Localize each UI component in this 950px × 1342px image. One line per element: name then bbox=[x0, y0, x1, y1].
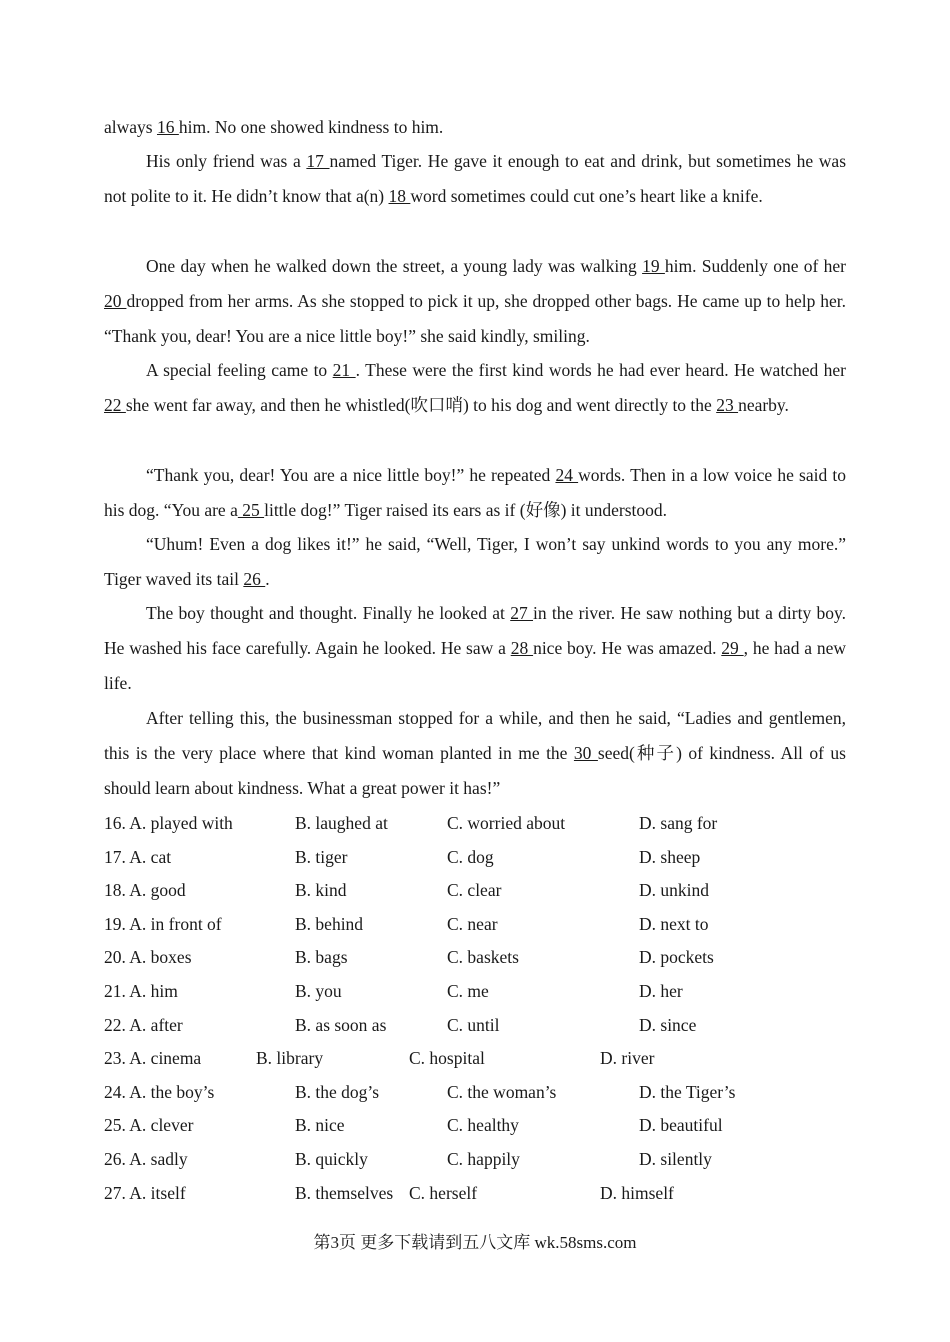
option-d: D. beautiful bbox=[639, 1115, 723, 1136]
paragraph-river-reflection: The boy thought and thought. Finally he looked at 27 in the river. He saw nothing but a dirty boy. He washed his face carefully. Again he looked. He saw a 28 nice boy. He was amazed. 29 , he had a new life. bbox=[104, 603, 847, 693]
option-c: C. me bbox=[447, 981, 489, 1001]
page-footer: 第3页 更多下载请到五八文库 wk.58sms.com bbox=[313, 1233, 637, 1252]
option-a: 25. A. clever bbox=[104, 1115, 194, 1136]
option-d: D. the Tiger’s bbox=[639, 1081, 736, 1102]
question-row bbox=[104, 942, 846, 972]
option-c: C. the woman’s bbox=[447, 1081, 557, 1102]
option-a: 20. A. boxes bbox=[104, 947, 192, 968]
option-d: D. next to bbox=[639, 913, 709, 934]
blank-30: 30 bbox=[573, 743, 598, 763]
option-b: B. kind bbox=[295, 880, 347, 901]
option-a: 26. A. sadly bbox=[104, 1149, 188, 1169]
option-c: C. worried about bbox=[447, 813, 566, 833]
option-c: C. near bbox=[447, 913, 498, 934]
question-row bbox=[104, 808, 846, 838]
blank-19: 19 bbox=[642, 256, 665, 276]
blank-28: 28 bbox=[510, 638, 534, 658]
blank-18: 18 bbox=[388, 186, 411, 206]
option-d: D. himself bbox=[600, 1182, 674, 1203]
option-d: D. unkind bbox=[639, 880, 709, 901]
option-b: B. quickly bbox=[295, 1149, 368, 1169]
option-c: C. clear bbox=[447, 880, 502, 901]
option-b: B. library bbox=[256, 1048, 324, 1069]
paragraph-continuation: always 16 him. No one showed kindness to him. bbox=[104, 117, 444, 137]
paragraph-special-feeling: A special feeling came to 21 . These were the first kind words he had ever heard. He watched her 22 she went far away, and then he whistled(吹口哨) to his dog and went directly to the 23 nearby. bbox=[104, 360, 847, 415]
blank-25: 25 bbox=[237, 500, 265, 520]
option-a: 17. A. cat bbox=[104, 846, 172, 867]
question-row bbox=[104, 1178, 846, 1208]
option-c: C. baskets bbox=[447, 947, 519, 968]
option-a: 24. A. the boy’s bbox=[104, 1081, 215, 1102]
blank-23: 23 bbox=[716, 395, 739, 415]
question-row bbox=[104, 909, 846, 939]
option-c: C. dog bbox=[447, 846, 494, 867]
option-a: 22. A. after bbox=[104, 1014, 183, 1035]
option-a: 21. A. him bbox=[104, 981, 178, 1001]
blank-27: 27 bbox=[510, 603, 534, 623]
option-d: D. river bbox=[600, 1048, 655, 1069]
blank-21: 21 bbox=[332, 360, 356, 380]
option-b: B. you bbox=[295, 981, 342, 1001]
option-c: C. herself bbox=[409, 1182, 478, 1203]
option-b: B. themselves bbox=[295, 1182, 394, 1203]
question-row bbox=[104, 875, 846, 905]
option-b: B. tiger bbox=[295, 846, 348, 867]
question-row bbox=[104, 1110, 846, 1140]
option-a: 27. A. itself bbox=[104, 1182, 186, 1203]
option-c: C. hospital bbox=[409, 1048, 485, 1069]
question-row bbox=[104, 842, 846, 872]
option-b: B. bags bbox=[295, 947, 348, 968]
blank-17: 17 bbox=[306, 151, 330, 171]
option-b: B. as soon as bbox=[295, 1014, 387, 1035]
blank-26: 26 bbox=[243, 569, 266, 589]
option-d: D. silently bbox=[639, 1149, 712, 1169]
option-c: C. happily bbox=[447, 1149, 520, 1169]
blank-16: 16 bbox=[156, 117, 179, 137]
blank-22: 22 bbox=[104, 395, 126, 415]
question-row bbox=[104, 976, 846, 1006]
question-row bbox=[104, 1043, 846, 1073]
option-a: 18. A. good bbox=[104, 880, 186, 901]
blank-24: 24 bbox=[555, 465, 579, 485]
option-d: D. her bbox=[639, 981, 683, 1001]
paragraph-young-lady: One day when he walked down the street, a young lady was walking 19 him. Suddenly one of her 20 dropped from her arms. As she stopped to pick it up, she dropped other bags. He came up to help her. “Thank you, dear! You are a nice little boy!” she said kindly, smiling. bbox=[104, 256, 847, 346]
option-d: D. sang for bbox=[639, 813, 718, 833]
option-c: C. healthy bbox=[447, 1115, 519, 1136]
option-b: B. the dog’s bbox=[295, 1081, 380, 1102]
paragraph-friend-tiger: His only friend was a 17 named Tiger. He gave it enough to eat and drink, but sometimes he was not polite to it. He didn’t know that a(n) 18 word sometimes could cut one’s heart like a knife. bbox=[104, 151, 847, 206]
question-row bbox=[104, 1144, 846, 1174]
option-a: 16. A. played with bbox=[104, 813, 233, 833]
option-d: D. since bbox=[639, 1014, 697, 1035]
paragraph-businessman: After telling this, the businessman stopped for a while, and then he said, “Ladies and gentlemen, this is the very place where that kind woman planted in me the 30 seed(种子) of kindness. All of us should learn about kindness. What a great power it has!” bbox=[104, 708, 846, 798]
option-a: 19. A. in front of bbox=[104, 913, 222, 934]
option-b: B. laughed at bbox=[295, 813, 388, 833]
option-b: B. behind bbox=[295, 913, 364, 934]
paragraph-repeated-words: “Thank you, dear! You are a nice little boy!” he repeated 24 words. Then in a low voice he said to his dog. “You are a 25 little dog!” Tiger raised its ears as if (好像) it understood. bbox=[104, 465, 846, 520]
blank-20: 20 bbox=[104, 291, 127, 311]
option-d: D. sheep bbox=[639, 846, 701, 867]
option-d: D. pockets bbox=[639, 947, 714, 968]
paragraph-dog-likes-it: “Uhum! Even a dog likes it!” he said, “Well, Tiger, I won’t say unkind words to you any more.” Tiger waved its tail 26 . bbox=[104, 534, 846, 589]
blank-29: 29 bbox=[721, 638, 744, 658]
question-row bbox=[104, 1010, 846, 1040]
option-b: B. nice bbox=[295, 1115, 345, 1136]
option-a: 23. A. cinema bbox=[104, 1048, 202, 1069]
question-row bbox=[104, 1077, 846, 1107]
option-c: C. until bbox=[447, 1014, 500, 1035]
